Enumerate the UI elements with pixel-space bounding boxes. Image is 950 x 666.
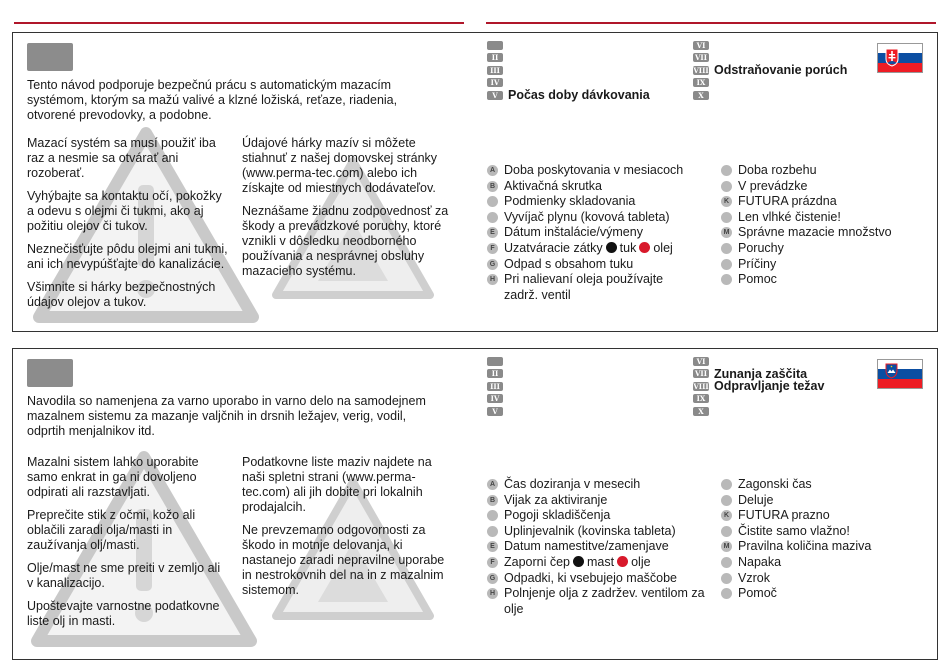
legend-marker bbox=[721, 274, 732, 285]
legend-item: K FUTURA prázdna bbox=[721, 194, 931, 210]
legend-marker bbox=[721, 526, 732, 537]
legend-item: A Doba poskytovania v mesiacoch bbox=[487, 163, 727, 179]
slovak-flag-icon bbox=[877, 43, 923, 73]
safety-column-2 bbox=[242, 136, 457, 287]
legend-marker: F bbox=[487, 557, 498, 568]
legend-marker bbox=[721, 573, 732, 584]
safety-paragraph: Vyhýbajte sa kontaktu očí, pokožky a odevu s olejmi či tukmi, ako aj požitiu olejov či tukov. bbox=[27, 189, 222, 233]
legend-left bbox=[487, 163, 727, 303]
oil-dot-icon bbox=[639, 242, 650, 253]
legend-item: Deluje bbox=[721, 493, 931, 509]
roman-numeral-chip: VIII bbox=[693, 381, 709, 391]
safety-column-1 bbox=[27, 455, 227, 637]
section-index-left bbox=[487, 355, 508, 418]
safety-paragraph: Preprečite stik z očmi, kožo ali oblačili zaradi olja/masti in zaužívanja olj/masti. bbox=[27, 508, 196, 552]
section-index-item bbox=[487, 355, 508, 368]
legend-item: Poruchy bbox=[721, 241, 931, 257]
legend-marker: K bbox=[721, 196, 732, 207]
header-rule-left bbox=[14, 22, 464, 24]
safety-paragraph: Mazalni sistem lahko uporabite samo enkrat in ga ni dovoljeno odpirati ali razstavljati. bbox=[27, 455, 199, 499]
roman-numeral-chip: V bbox=[487, 407, 503, 416]
legend-item: Podmienky skladovania bbox=[487, 194, 727, 210]
legend-marker bbox=[721, 181, 732, 192]
section-index-item bbox=[693, 405, 824, 418]
section-index-item: VIII Odpravljanje težav bbox=[693, 379, 825, 394]
safety-column-2 bbox=[242, 455, 447, 606]
legend-item: Vyvíjač plynu (kovová tableta) bbox=[487, 210, 727, 226]
section-index-item bbox=[487, 77, 650, 90]
header-rule-right bbox=[486, 22, 936, 24]
slovenian-panel bbox=[12, 348, 938, 660]
legend-right bbox=[721, 163, 931, 288]
safety-paragraph: Upoštevajte varnostne podatkovne liste olj in masti. bbox=[27, 599, 220, 628]
legend-item: V prevádzke bbox=[721, 179, 931, 195]
legend-marker: B bbox=[487, 181, 498, 192]
legend-marker: H bbox=[487, 588, 498, 599]
roman-numeral-chip: VI bbox=[693, 357, 709, 366]
legend-marker bbox=[487, 526, 498, 537]
legend-marker bbox=[487, 212, 498, 223]
roman-numeral-chip: V bbox=[487, 91, 503, 100]
legend-item: G Odpadki, ki vsebujejo maščobe bbox=[487, 571, 727, 587]
legend-item: B Vijak za aktiviranje bbox=[487, 493, 727, 509]
safety-paragraph: Ne prevzemamo odgovornosti za škodo in motnje delovanja, ki nastanejo zaradi nepravilne uporabe in nestrokovnih del na in z mazalnim sistemom. bbox=[242, 523, 445, 597]
grease-dot-icon bbox=[573, 556, 584, 567]
section-index-item bbox=[487, 39, 650, 52]
legend-marker bbox=[721, 479, 732, 490]
section-index-item bbox=[693, 39, 847, 52]
roman-numeral-chip: III bbox=[487, 382, 503, 391]
safety-paragraph: Všimnite si hárky bezpečnostných údajov olejov a tukov. bbox=[27, 280, 216, 309]
section-index-item bbox=[487, 368, 508, 381]
legend-marker bbox=[721, 165, 732, 176]
legend-marker bbox=[487, 196, 498, 207]
section-index-item bbox=[693, 52, 847, 65]
section-index-item bbox=[693, 393, 824, 406]
legend-marker: G bbox=[487, 573, 498, 584]
section-index-item bbox=[693, 355, 824, 368]
section-index-item bbox=[487, 405, 508, 418]
roman-numeral-chip: VI bbox=[693, 41, 709, 50]
slovenian-flag-icon bbox=[877, 359, 923, 389]
section-index-left bbox=[487, 39, 650, 102]
legend-marker: M bbox=[721, 227, 732, 238]
legend-marker: A bbox=[487, 165, 498, 176]
roman-numeral-chip: IX bbox=[693, 78, 709, 87]
legend-marker bbox=[721, 588, 732, 599]
roman-numeral-chip: X bbox=[693, 91, 709, 100]
legend-marker: B bbox=[487, 495, 498, 506]
legend-marker: E bbox=[487, 227, 498, 238]
section-index-item bbox=[487, 64, 650, 77]
roman-numeral-chip: VII bbox=[693, 369, 709, 378]
legend-item: Pogoji skladiščenja bbox=[487, 508, 727, 524]
roman-numeral-chip: II bbox=[487, 369, 503, 378]
section-index-right bbox=[693, 355, 824, 418]
legend-item: F Zaporni čep mast olje bbox=[487, 555, 727, 571]
legend-item: E Datum namestitve/zamenjave bbox=[487, 539, 727, 555]
safety-column-1 bbox=[27, 136, 232, 318]
legend-item: Doba rozbehu bbox=[721, 163, 931, 179]
legend-marker: H bbox=[487, 274, 498, 285]
legend-marker bbox=[721, 212, 732, 223]
legend-marker: A bbox=[487, 479, 498, 490]
section-index-item: VII Zunanja zaščita bbox=[695, 366, 808, 381]
roman-numeral-chip bbox=[487, 357, 503, 366]
slovak-panel bbox=[12, 32, 938, 332]
safety-paragraph: Neznášame žiadnu zodpovednosť za škody a prevádzkové poruchy, ktoré vznikli v dôsledku neodborného používania a nesprávnej obsluhy mazacieho systému. bbox=[242, 204, 449, 278]
legend-item: E Dátum inštalácie/výmeny bbox=[487, 225, 727, 241]
section-index-right bbox=[693, 39, 847, 102]
section-index-item: V Počas doby dávkovania bbox=[487, 89, 650, 102]
legend-marker: K bbox=[721, 510, 732, 521]
safety-paragraph: Olje/mast ne sme preiti v zemljo ali v kanalizacijo. bbox=[27, 561, 221, 590]
legend-item: G Odpad s obsahom tuku bbox=[487, 257, 727, 273]
roman-numeral-chip: II bbox=[487, 53, 503, 62]
legend-marker: G bbox=[487, 259, 498, 270]
legend-item: F Uzatváracie zátky tuk olej bbox=[487, 241, 727, 257]
section-index-item: VIII Odstraňovanie porúch bbox=[693, 63, 848, 78]
legend-item: B Aktivačná skrutka bbox=[487, 179, 727, 195]
roman-numeral-chip: IX bbox=[693, 394, 709, 403]
legend-item: K FUTURA prazno bbox=[721, 508, 931, 524]
roman-numeral-chip: IV bbox=[487, 78, 503, 87]
legend-item: M Správne mazacie množstvo bbox=[721, 225, 931, 241]
roman-numeral-chip: IV bbox=[487, 394, 503, 403]
section-index-item bbox=[487, 380, 508, 393]
legend-item: Zagonski čas bbox=[721, 477, 931, 493]
legend-item: Príčiny bbox=[721, 257, 931, 273]
safety-paragraph: Podatkovne liste maziv najdete na naši spletni strani (www.perma-tec.com) ali jih dobite pri lokalnih prodajalcih. bbox=[242, 455, 432, 514]
legend-marker bbox=[487, 510, 498, 521]
section-index-item bbox=[487, 52, 650, 65]
legend-marker bbox=[721, 557, 732, 568]
legend-item: M Pravilna količina maziva bbox=[721, 539, 931, 555]
legend-item: Pomoc bbox=[721, 272, 931, 288]
roman-numeral-chip: III bbox=[487, 66, 503, 75]
grease-dot-icon bbox=[606, 242, 617, 253]
legend-item: Uplinjevalnik (kovinska tableta) bbox=[487, 524, 727, 540]
safety-paragraph: Údajové hárky mazív si môžete stiahnuť z našej domovskej stránky (www.perma-tec.com) alebo ich získajte od miestnych dodávateľov. bbox=[242, 136, 438, 195]
section-index-item bbox=[693, 77, 847, 90]
roman-numeral-chip: X bbox=[693, 407, 709, 416]
roman-numeral-chip: VIII bbox=[693, 65, 709, 75]
legend-marker: M bbox=[721, 541, 732, 552]
legend-marker: E bbox=[487, 541, 498, 552]
legend-item: Čistite samo vlažno! bbox=[721, 524, 931, 540]
legend-item: H Pri nalievaní oleja používajte zadrž. ventil bbox=[487, 272, 687, 303]
section-index-item bbox=[487, 393, 508, 406]
language-code-box bbox=[27, 43, 73, 71]
legend-marker bbox=[721, 259, 732, 270]
legend-right bbox=[721, 477, 931, 602]
legend-item: A Čas doziranja v mesecih bbox=[487, 477, 727, 493]
legend-item: Len vlhké čistenie! bbox=[721, 210, 931, 226]
legend-item: H Polnjenje olja z zadržev. ventilom za olje bbox=[487, 586, 712, 617]
intro-text: Navodila so namenjena za varno uporabo in varno delo na samodejnem mazalnem sistemu za mazanje valjčnih in drsnih ležajev, verig, vodil, odprtih menjalnikov itd. bbox=[27, 394, 426, 438]
roman-numeral-chip: VII bbox=[693, 53, 709, 62]
language-code-box bbox=[27, 359, 73, 387]
roman-numeral-chip bbox=[487, 41, 503, 50]
legend-marker: F bbox=[487, 243, 498, 254]
legend-item: Vzrok bbox=[721, 571, 931, 587]
legend-left bbox=[487, 477, 727, 617]
legend-item: Pomoč bbox=[721, 586, 931, 602]
safety-paragraph: Mazací systém sa musí použiť iba raz a nesmie sa otvárať ani rozoberať. bbox=[27, 136, 216, 180]
legend-marker bbox=[721, 243, 732, 254]
section-index-item bbox=[693, 89, 847, 102]
legend-marker bbox=[721, 495, 732, 506]
safety-paragraph: Neznečisťujte pôdu olejmi ani tukmi, ani ich nevypúšťajte do kanalizácie. bbox=[27, 242, 228, 271]
intro-text: Tento návod podporuje bezpečnú prácu s automatickým mazacím systémom, ktorým sa mažú valivé a klzné ložiská, reťaze, riadenia, otvorené prevodovky, a podobne. bbox=[27, 78, 398, 122]
legend-item: Napaka bbox=[721, 555, 931, 571]
oil-dot-icon bbox=[617, 556, 628, 567]
